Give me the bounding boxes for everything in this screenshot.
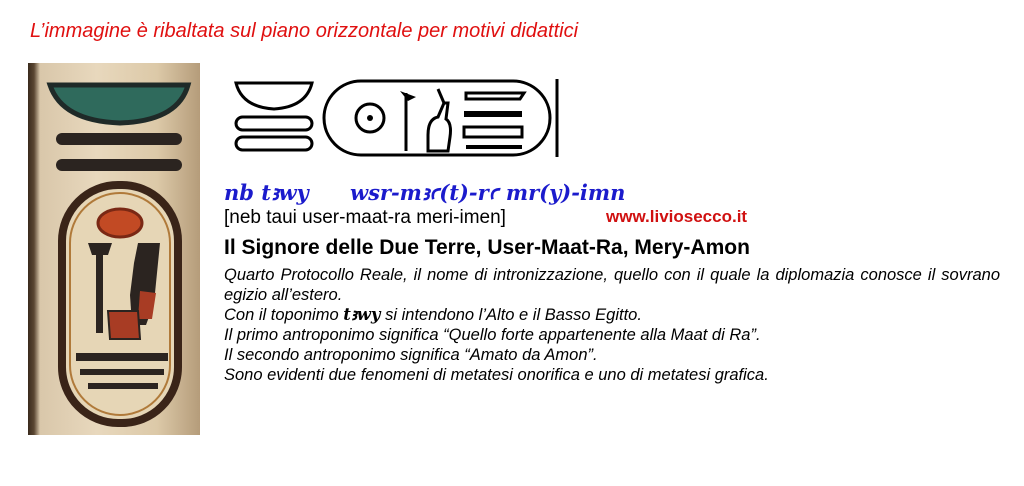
water-sign	[76, 353, 168, 361]
maat-glyph	[428, 103, 451, 151]
bowl-sign	[50, 85, 188, 123]
description	[224, 265, 1000, 385]
description-line: Il secondo antroponimo significa “Amato da Amon”.	[224, 346, 598, 364]
pronunciation: [neb taui user-maat-ra meri-imen]	[224, 207, 506, 228]
website-link[interactable]: www.liviosecco.it	[606, 207, 748, 226]
transliteration-nb-tawy: nb tꜣwy	[224, 180, 309, 205]
transliteration-throne-name: wsr-mꜣꜥ(t)-rꜥ mr(y)-imn	[350, 180, 626, 205]
mn-glyph	[466, 93, 524, 99]
hieroglyph-svg	[230, 75, 570, 165]
description-line: Quarto Protocollo Reale, il nome di intronizzazione, quello con il quale la diplomazia conosce il sovrano egizio all’estero.	[224, 266, 1000, 304]
bowl-glyph	[236, 83, 312, 109]
sun-disk-sign	[98, 209, 142, 237]
didactic-note: L’immagine è ribaltata sul piano orizzontale per motivi didattici	[30, 20, 579, 42]
cartouche-photo	[28, 63, 200, 435]
land-glyph	[236, 117, 312, 130]
description-line: Con il toponimo tꜣwy si intendono l’Alto e il Basso Egitto.	[224, 305, 642, 324]
description-line: Il primo antroponimo significa “Quello forte appartenente alla Maat di Ra”.	[224, 326, 761, 344]
inline-transliteration: tꜣwy	[343, 305, 381, 324]
description-line: Sono evidenti due fenomeni di metatesi onorifica e uno di metatesi grafica.	[224, 366, 769, 384]
translation-heading: Il Signore delle Due Terre, User-Maat-Ra, Mery-Amon	[224, 236, 750, 259]
seated-sign	[108, 311, 140, 339]
cartouche-photo-drawing	[28, 63, 200, 435]
hieroglyph-drawing	[230, 75, 570, 170]
land-sign	[56, 159, 182, 171]
land-sign	[56, 133, 182, 145]
land-glyph	[236, 137, 312, 150]
user-sceptre-sign	[96, 243, 103, 333]
